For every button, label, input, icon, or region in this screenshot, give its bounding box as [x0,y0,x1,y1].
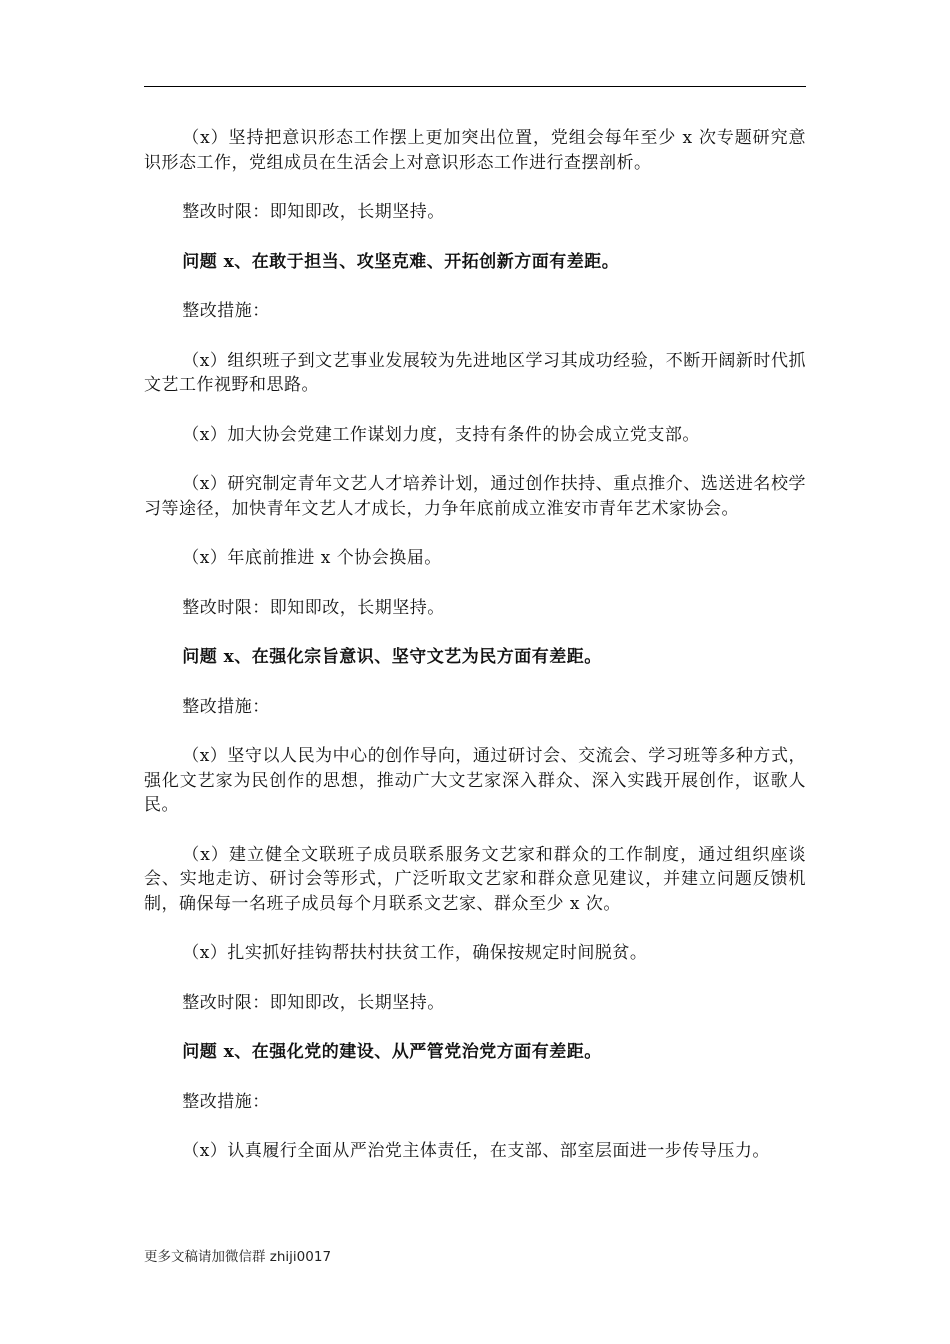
paragraph: （x）建立健全文联班子成员联系服务文艺家和群众的工作制度，通过组织座谈会、实地走访、研讨会等形式，广泛听取文艺家和群众意见建议，并建立问题反馈机制，确保每一名班子成员每个月联系文艺家、群众至少 x 次。 [144,844,806,914]
paragraph: （x）组织班子到文艺事业发展较为先进地区学习其成功经验，不断开阔新时代抓文艺工作视野和思路。 [144,350,806,395]
paragraph: （x）认真履行全面从严治党主体责任，在支部、部室层面进一步传导压力。 [182,1141,770,1161]
paragraph: 整改时限：即知即改，长期坚持。 [182,992,445,1013]
paragraph: （x）坚持把意识形态工作摆上更加突出位置，党组会每年至少 x 次专题研究意识形态工作，党组成员在生活会上对意识形态工作进行查摆剖析。 [144,128,806,173]
paragraph: 整改措施： [182,301,270,321]
section-heading: 问题 x、在敢于担当、攻坚克难、开拓创新方面有差距。 [182,251,620,272]
paragraph: 整改时限：即知即改，长期坚持。 [182,202,445,222]
section-heading: 问题 x、在强化党的建设、从严管党治党方面有差距。 [182,1042,602,1062]
paragraph: （x）扎实抓好挂钩帮扶村扶贫工作，确保按规定时间脱贫。 [182,943,648,963]
paragraph: （x）加大协会党建工作谋划力度，支持有条件的协会成立党支部。 [182,424,700,445]
paragraph: 整改措施： [182,1091,270,1112]
paragraph: （x）研究制定青年文艺人才培养计划，通过创作扶持、重点推介、选送进名校学习等途径，加快青年文艺人才成长，力争年底前成立淮安市青年艺术家协会。 [144,474,806,519]
paragraph: 整改措施： [182,696,270,717]
paragraph: 整改时限：即知即改，长期坚持。 [182,597,445,618]
document-body [144,126,806,1189]
section-heading: 问题 x、在强化宗旨意识、坚守文艺为民方面有差距。 [182,647,602,667]
header-rule [144,86,806,87]
paragraph: （x）年底前推进 x 个协会换届。 [182,548,442,568]
footer-note: 更多文稿请加微信群 zhiji0017 [144,1249,332,1265]
paragraph: （x）坚守以人民为中心的创作导向，通过研讨会、交流会、学习班等多种方式，强化文艺家为民创作的思想，推动广大文艺家深入群众、深入实践开展创作，讴歌人民。 [144,746,806,815]
